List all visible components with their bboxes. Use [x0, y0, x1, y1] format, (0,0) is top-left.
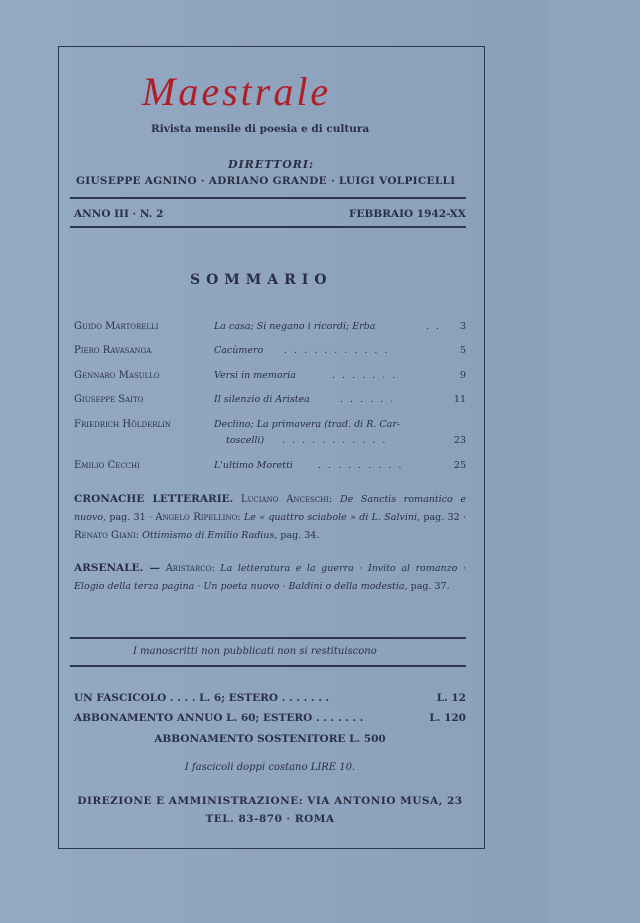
- article-title: De Sanctis romantico e nuovo: [74, 494, 466, 523]
- article-title: Ottimismo di Emilio Radius: [142, 530, 275, 541]
- toc-work-continued: toscelli): [226, 435, 265, 446]
- price-value: L. 120: [429, 712, 466, 724]
- article-author: Aristarco:: [165, 563, 215, 574]
- address-line: DIREZIONE E AMMINISTRAZIONE: VIA ANTONIO MUSA, 23: [77, 795, 463, 807]
- issue-number: ANNO III · N. 2: [74, 208, 164, 220]
- toc-page: 25: [453, 460, 466, 471]
- toc-work: Il silenzio di Aristea: [214, 394, 310, 405]
- toc-page: 11: [453, 394, 466, 405]
- toc-page: 23: [453, 435, 466, 446]
- toc-page: 5: [459, 345, 466, 356]
- magazine-title: Maestrale: [142, 69, 332, 114]
- toc-leader: . . . . . . . . . . .: [282, 435, 388, 446]
- issue-date: FEBBRAIO 1942-XX: [349, 208, 466, 220]
- article-titles: La letteratura e la guerra · Invito al romanzo · Elogio della terza pagina · Un poeta nuovo · Baldini o della modestia: [74, 563, 466, 592]
- toc-leader: . . . . . . . . .: [318, 460, 404, 471]
- toc-author: Emilio Cecchi: [74, 460, 140, 471]
- price-label: ABBONAMENTO ANNUO L. 60; ESTERO . . . . . . .: [74, 712, 364, 724]
- toc-work: Versi in memoria: [214, 370, 296, 381]
- divider: [70, 197, 466, 199]
- toc-page: 9: [459, 370, 466, 381]
- article-author: Luciano Anceschi:: [240, 494, 333, 505]
- double-issue-note: I fascicoli doppi costano LIRE 10.: [184, 762, 356, 773]
- divider: [70, 637, 466, 639]
- divider: [70, 226, 466, 228]
- toc-author: Guido Martorelli: [74, 321, 159, 332]
- supporter-subscription: ABBONAMENTO SOSTENITORE L. 500: [154, 733, 386, 745]
- arsenale: [74, 559, 466, 596]
- section-heading: ARSENALE. —: [74, 562, 160, 574]
- magazine-subtitle: Rivista mensile di poesia e di cultura: [151, 123, 370, 135]
- article-author: Angelo Ripellino:: [155, 512, 241, 523]
- price-label: UN FASCICOLO . . . . L. 6; ESTERO . . . . . . .: [74, 692, 330, 704]
- price-value: L. 12: [436, 692, 466, 704]
- toc-work: Cacùmero: [214, 345, 264, 356]
- directors-names: GIUSEPPE AGNINO · ADRIANO GRANDE · LUIGI VOLPICELLI: [76, 175, 456, 187]
- article-page: , pag. 37.: [404, 581, 450, 592]
- cronache-letterarie: [74, 490, 466, 545]
- toc-leader: . . . . . . .: [332, 370, 398, 381]
- toc-leader: . . . . . .: [340, 394, 396, 405]
- toc-author: Friedrich Hölderlin: [74, 419, 172, 430]
- toc-entry[interactable]: [74, 419, 466, 451]
- article-page: , pag. 31 ·: [103, 512, 156, 523]
- article-page: , pag. 34.: [274, 530, 320, 541]
- toc-author: Gennaro Masullo: [74, 370, 160, 381]
- phone-line: TEL. 83-870 · ROMA: [205, 813, 335, 825]
- toc-work: Declino; La primavera (trad. di R. Car-: [214, 419, 401, 430]
- divider: [70, 665, 466, 667]
- toc-work: La casa; Si negano i ricordi; Erba: [214, 321, 376, 332]
- toc-page: 3: [459, 321, 466, 332]
- article-title: Le « quattro sciabole » di L. Salvini: [243, 512, 418, 523]
- article-page: , pag. 32 ·: [417, 512, 466, 523]
- article-author: Renato Giani:: [74, 530, 140, 541]
- contents-heading: SOMMARIO: [190, 272, 333, 288]
- directors-label: DIRETTORI:: [228, 158, 315, 171]
- toc-author: Piero Ravasanga: [74, 345, 152, 356]
- manuscripts-notice: I manoscritti non pubblicati non si restituiscono: [133, 646, 377, 657]
- toc-author: Giuseppe Saito: [74, 394, 144, 405]
- section-heading: CRONACHE LETTERARIE.: [74, 493, 234, 505]
- toc-leader: . .: [426, 321, 442, 332]
- page-edge: [548, 0, 640, 923]
- toc-leader: . . . . . . . . . . .: [284, 345, 390, 356]
- toc-work: L'ultimo Moretti: [214, 460, 293, 471]
